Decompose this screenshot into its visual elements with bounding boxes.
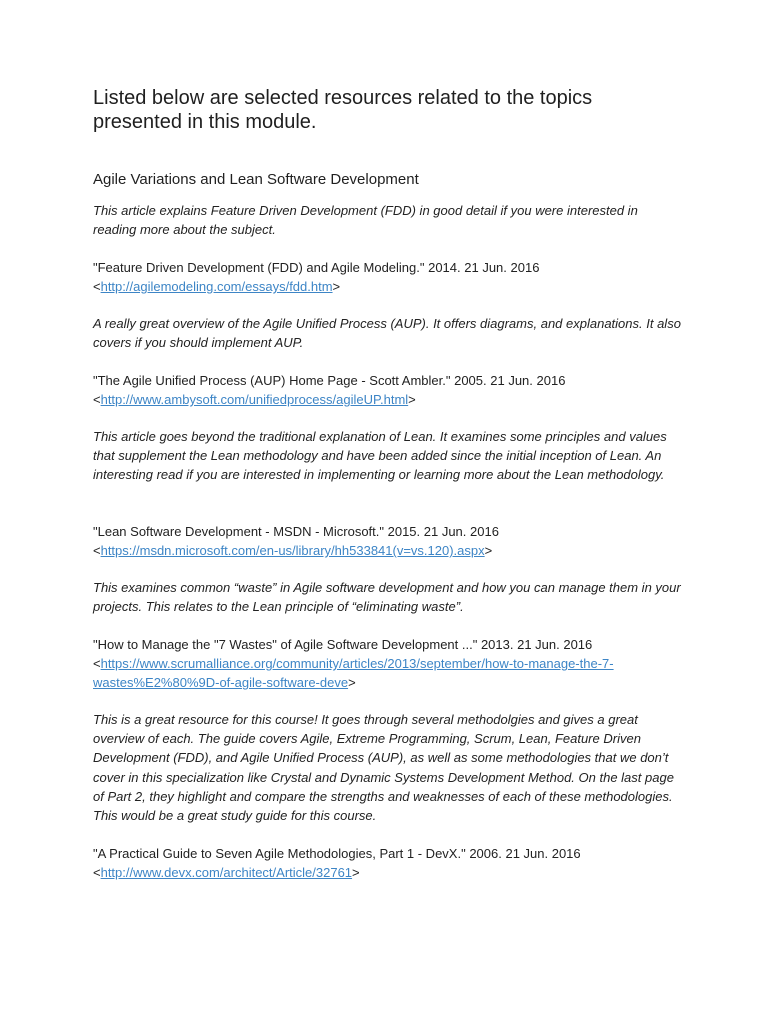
citation-text: "The Agile Unified Process (AUP) Home Page - Scott Ambler." 2005. 21 Jun. 2016 [93,373,566,388]
resource-link[interactable]: https://msdn.microsoft.com/en-us/library/hh533841(v=vs.120).aspx [100,543,485,559]
resource-citation [93,258,683,296]
citation-text: "How to Manage the "7 Wastes" of Agile Software Development ..." 2013. 21 Jun. 2016 [93,637,593,652]
resource-link[interactable]: http://www.ambysoft.com/unifiedprocess/agileUP.html [100,392,409,408]
bracket-open: < [93,543,101,559]
resource-description: This article explains Feature Driven Development (FDD) in good detail if you were interested in reading more about the subject. [93,203,638,238]
resource-citation [93,635,683,693]
bracket-close: > [352,865,360,881]
bracket-close: > [484,543,493,559]
bracket-open: < [93,279,101,295]
citation-text: "Lean Software Development - MSDN - Microsoft." 2015. 21 Jun. 2016 [93,524,499,539]
section-title: Agile Variations and Lean Software Development [93,171,419,188]
resource-description: This article goes beyond the traditional explanation of Lean. It examines some principles and values that supplement the Lean methodology and have been added since the initial inception of Lean. An interesting read if you are interested in implementing or learning more about the Lean methodology. [93,429,667,483]
bracket-close: > [332,279,341,295]
resource-citation [93,371,683,409]
resource-citation [93,844,683,882]
resource-description: This examines common “waste” in Agile software development and how you can manage them in your projects. This relates to the Lean principle of “eliminating waste”. [93,580,681,615]
citation-text: "Feature Driven Development (FDD) and Agile Modeling." 2014. 21 Jun. 2016 [93,260,540,275]
bracket-open: < [93,392,101,408]
resource-link[interactable]: https://www.scrumalliance.org/community/articles/2013/september/how-to-manage-the-7-wastes%E2%80%9D-of-agile-software-deve [93,656,614,691]
resource-description: This is a great resource for this course! It goes through several methodolgies and gives a great overview of each. The guide covers Agile, Extreme Programming, Scrum, Lean, Feature Driven Development (FDD), and Agile Unified Process (AUP), as well as some methodologies that we don’t cover in this specialization like Crystal and Dynamic Systems Development Method. On the last page of Part 2, they highlight and compare the strengths and weaknesses of each of these methodologies. This would be a great study guide for this course. [93,712,674,824]
bracket-close: > [408,392,416,408]
bracket-open: < [93,865,101,881]
bracket-open: < [93,656,101,672]
document-page [93,86,683,881]
resource-description: A really great overview of the Agile Unified Process (AUP). It offers diagrams, and explanations. It also covers if you should implement AUP. [93,316,681,351]
resource-citation [93,522,683,560]
resource-link[interactable]: http://agilemodeling.com/essays/fdd.htm [100,279,333,295]
citation-text: "A Practical Guide to Seven Agile Methodologies, Part 1 - DevX." 2006. 21 Jun. 2016 [93,846,581,861]
page-heading: Listed below are selected resources related to the topics presented in this module. [93,87,593,133]
bracket-close: > [348,675,356,691]
resource-link[interactable]: http://www.devx.com/architect/Article/32761 [100,865,353,881]
